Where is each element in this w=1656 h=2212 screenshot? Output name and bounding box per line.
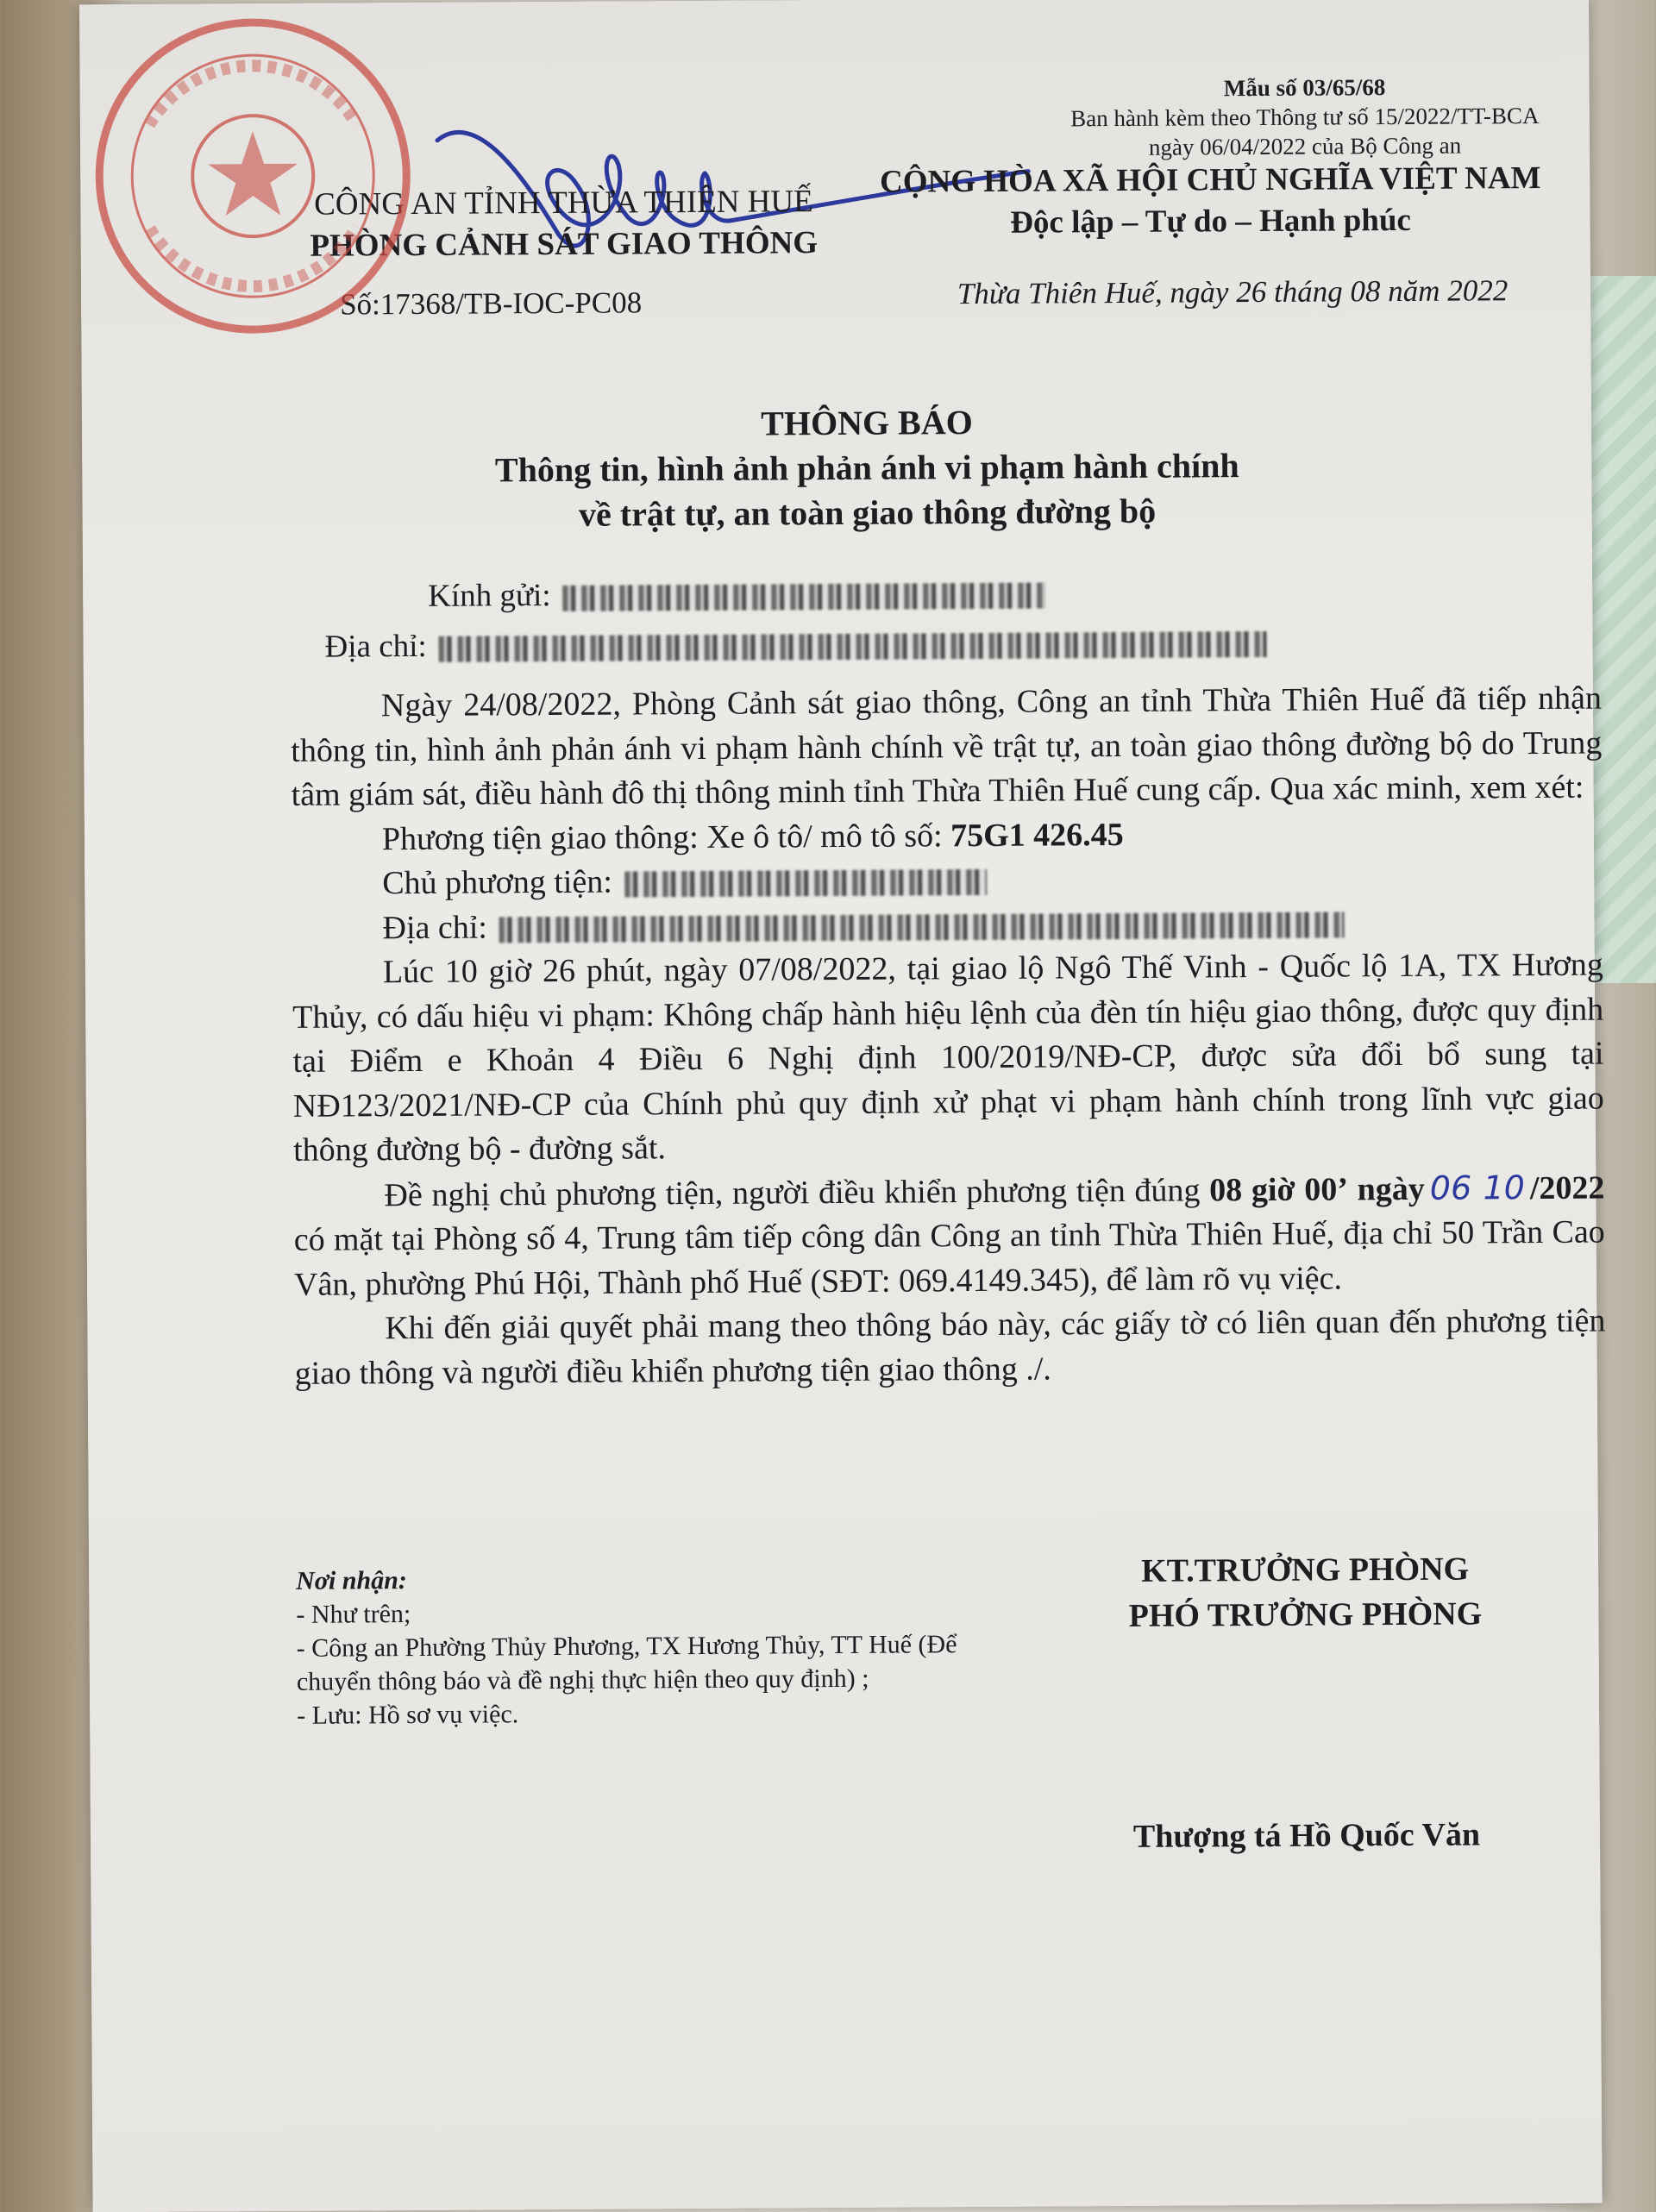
request-prefix: Đề nghị chủ phương tiện, người điều khiển phương tiện đúng bbox=[384, 1171, 1201, 1213]
title-line2: về trật tự, an toàn giao thông đường bộ bbox=[578, 491, 1157, 534]
owner-address-label: Địa chỉ: bbox=[382, 908, 488, 946]
recipients-list bbox=[296, 1560, 987, 1733]
violation-paragraph: Lúc 10 giờ 26 phút, ngày 07/08/2022, tại giao lộ Ngô Thế Vinh - Quốc lộ 1A, TX Hương Thủy, có dấu hiệu vi phạm: Không chấp hành hiệu lệnh của đèn tín hiệu giao thông, được quy định tại Điểm e Khoản 4 Điều 6 Nghị định 100/2019/NĐ-CP, được sửa đổi bổ sung tại NĐ123/2021/NĐ-CP của Chính phủ quy định xử phạt vi phạm hành chính trong lĩnh vực giao thông đường bộ - đường sắt. bbox=[292, 946, 1604, 1169]
national-header bbox=[813, 158, 1608, 246]
form-number: Mẫu số 03/65/68 bbox=[1223, 74, 1386, 102]
redacted-recipient-name bbox=[563, 582, 1046, 611]
redacted-owner-name bbox=[624, 869, 987, 898]
recipient-greeting-label: Kính gửi: bbox=[428, 578, 551, 614]
agency-parent: CÔNG AN TỈNH THỪA THIÊN HUẾ bbox=[314, 184, 813, 222]
document-title bbox=[367, 398, 1368, 538]
agency-unit: PHÒNG CẢNH SÁT GIAO THÔNG bbox=[310, 225, 819, 264]
title-main: THÔNG BÁO bbox=[761, 403, 973, 443]
form-header bbox=[943, 71, 1656, 163]
signature-title-line1: KT.TRƯỞNG PHÒNG bbox=[1141, 1551, 1470, 1589]
handwritten-date: 06 10 bbox=[1429, 1168, 1526, 1207]
document-number: Số:17368/TB-IOC-PC08 bbox=[340, 285, 643, 322]
recipients-item: - Lưu: Hồ sơ vụ việc. bbox=[297, 1700, 519, 1730]
appointment-day-label: ngày bbox=[1357, 1170, 1425, 1207]
vehicle-label: Phương tiện giao thông: Xe ô tô/ mô tô số: bbox=[381, 817, 943, 857]
request-paragraph bbox=[293, 1165, 1605, 1307]
vehicle-line bbox=[292, 810, 1603, 862]
signature-title-line2: PHÓ TRƯỞNG PHÒNG bbox=[1128, 1595, 1483, 1634]
document-page bbox=[79, 0, 1606, 2212]
recipient-address-label: Địa chỉ: bbox=[324, 628, 427, 665]
closing-paragraph: Khi đến giải quyết phải mang theo thông báo này, các giấy tờ có liên quan đến phương tiện giao thông và người điều khiển phương tiện giao thông ./. bbox=[294, 1302, 1606, 1392]
official-stamp-icon bbox=[79, 3, 426, 349]
recipients-heading: Nơi nhận: bbox=[296, 1566, 407, 1595]
country-name: CỘNG HÒA XÃ HỘI CHỦ NGHĨA VIỆT NAM bbox=[879, 160, 1541, 200]
owner-address-line bbox=[292, 899, 1603, 951]
request-suffix: có mặt tại Phòng số 4, Trung tâm tiếp công dân Công an tỉnh Thừa Thiên Huế, địa chỉ 50 Trần Cao Vân, phường Phú Hội, Thành phố Huế (SĐT: 069.4149.345), để làm rõ vụ việc. bbox=[293, 1213, 1605, 1303]
signature-title bbox=[1003, 1546, 1608, 1639]
appointment-year: /2022 bbox=[1529, 1169, 1605, 1206]
recipients-item: - Công an Phường Thủy Phương, TX Hương Thủy, TT Huế (Để chuyển thông báo và đề nghị thực hiện theo quy định) ; bbox=[296, 1630, 957, 1696]
owner-label: Chủ phương tiện: bbox=[382, 863, 612, 902]
signer-name: Thượng tá Hồ Quốc Văn bbox=[1132, 1816, 1481, 1855]
body-paragraph-intro: Ngày 24/08/2022, Phòng Cảnh sát giao thông, Công an tỉnh Thừa Thiên Huế đã tiếp nhận thông tin, hình ảnh phản ánh vi phạm hành chính về trật tự, an toàn giao thông đường bộ do Trung tâm giám sát, điều hành đô thị thông minh tỉnh Thừa Thiên Huế cung cấp. Qua xác minh, xem xét: bbox=[291, 680, 1603, 813]
recipient-block bbox=[324, 567, 1267, 672]
appointment-time: 08 giờ 00’ bbox=[1209, 1170, 1349, 1208]
national-motto: Độc lập – Tự do – Hạnh phúc bbox=[1010, 202, 1412, 241]
owner-line bbox=[292, 855, 1603, 907]
document-body bbox=[291, 677, 1606, 1396]
title-line1: Thông tin, hình ảnh phản ánh vi phạm hành chính bbox=[494, 446, 1239, 490]
redacted-recipient-address bbox=[439, 630, 1267, 661]
license-plate: 75G1 426.45 bbox=[950, 816, 1124, 854]
redacted-owner-address bbox=[499, 912, 1345, 943]
form-issued-with: Ban hành kèm theo Thông tư số 15/2022/TT-BCA bbox=[1070, 103, 1540, 132]
form-issued-date: ngày 06/04/2022 của Bộ Công an bbox=[1148, 132, 1462, 160]
place-date: Thừa Thiên Huế, ngày 26 tháng 08 năm 2022 bbox=[957, 273, 1509, 311]
recipients-item: - Như trên; bbox=[296, 1600, 411, 1629]
